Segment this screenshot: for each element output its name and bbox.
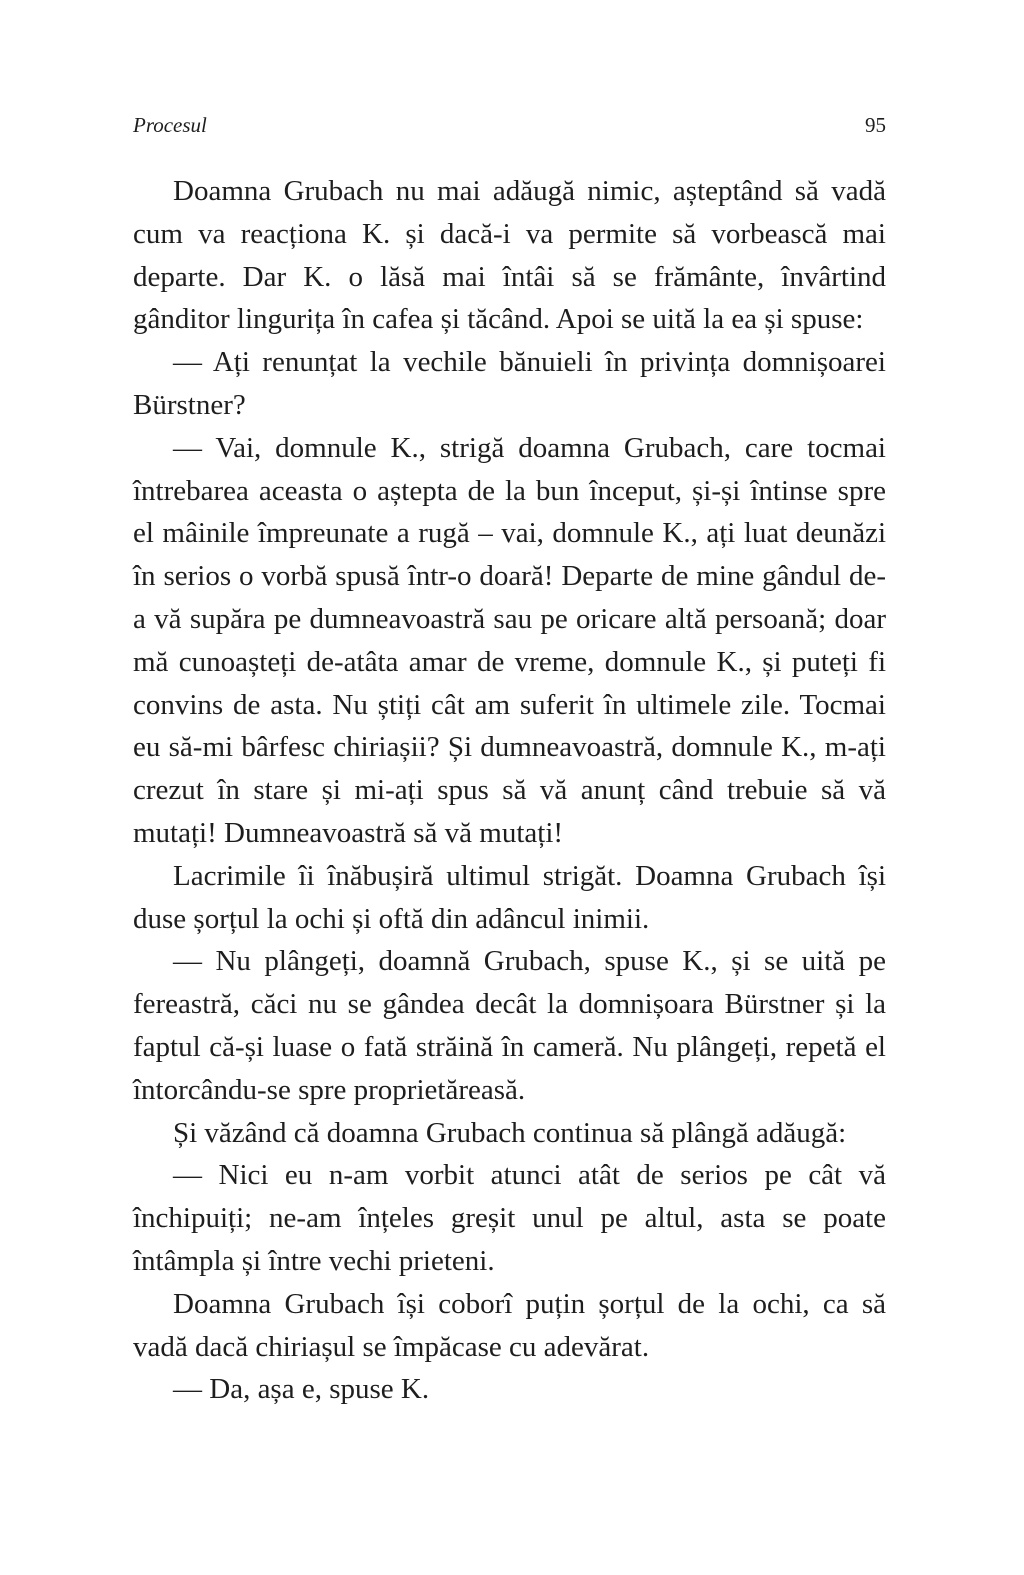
paragraph: — Vai, domnule K., strigă doamna Grubach, care tocmai întrebarea aceasta o aștepta de la bun început, și-și întinse spre el mâinile împreunate a rugă – vai, domnule K., ați luat deunăzi în serios o vorbă spusă într-o doară! Departe de mine gândul de-a vă supăra pe dumneavoastră sau pe oricare altă persoană; doar mă cunoașteți de-atâta amar de vreme, domnule K., și puteți fi convins de asta. Nu știți cât am suferit în ultimele zile. Tocmai eu să-mi bârfesc chiriașii? Și dumneavoastră, domnule K., m-ați crezut în stare și mi-ați spus să vă anunț când trebuie să vă mutați! Dumneavoastră să vă mutați! <box>133 431 886 849</box>
paragraph: — Nu plângeți, doamnă Grubach, spuse K., și se uită pe fereastră, căci nu se gândea decât la domnișoara Bürstner și la faptul că-și luase o fată străină în cameră. Nu plângeți, repetă el întorcându-se spre proprietăreasă. <box>133 945 886 1106</box>
paragraph: — Nici eu n-am vorbit atunci atât de serios pe cât vă închipuiți; ne-am înțeles greșit unul pe altul, asta se poate întâmpla și între vechi prieteni. <box>133 1159 886 1277</box>
running-title: Procesul <box>133 113 207 137</box>
paragraph: Și văzând că doamna Grubach continua să plângă adăugă: <box>173 1116 847 1149</box>
paragraph: — Ați renunțat la vechile bănuieli în privința domnișoarei Bürstner? <box>133 346 886 421</box>
running-head <box>133 113 886 143</box>
paragraph: Lacrimile îi înăbușiră ultimul strigăt. Doamna Grubach își duse șorțul la ochi și oftă din adâncul inimii. <box>133 859 886 935</box>
paragraph: Doamna Grubach își coborî puțin șorțul de la ochi, ca să vadă dacă chiriașul se împăcase cu adevărat. <box>133 1287 886 1363</box>
paragraph: — Da, așa e, spuse K. <box>173 1373 430 1406</box>
paragraph: Doamna Grubach nu mai adăugă nimic, așteptând să vadă cum va reacționa K. și dacă-i va permite să vorbească mai departe. Dar K. o lăsă mai întâi să se frământe, învârtind gânditor lingurița în cafea și tăcând. Apoi se uită la ea și spuse: <box>133 175 886 336</box>
body-text <box>133 170 886 1411</box>
page-number: 95 <box>865 113 886 137</box>
